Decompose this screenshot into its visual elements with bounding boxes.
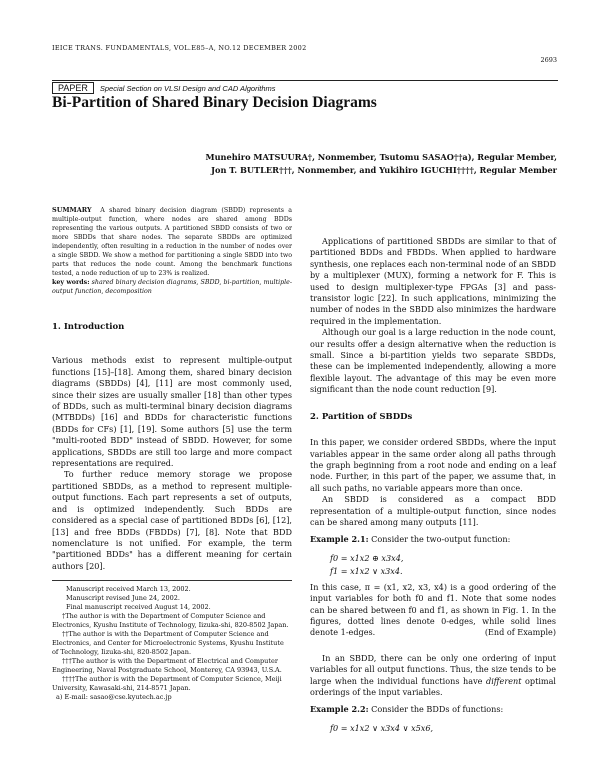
end-of-example: (End of Example) — [484, 627, 556, 638]
equation-f1: f1 = x1x2 ∨ x3x4. — [330, 565, 403, 576]
special-section-label: Special Section on VLSI Design and CAD Algorithms — [99, 84, 276, 93]
author-line-2: Jon T. BUTLER†††, Nonmember, and Yukihiro IGUCHI††††, Regular Member — [211, 165, 557, 175]
intro-paragraph-1: Various methods exist to represent multiple-output functions [15]–[18]. Among them, shared binary decision diagrams (SBDDs) [4], [11] are most commonly used, since their sizes are usually smaller [18] than other types of BDDs, such as multi-terminal binary decision diagrams (MTBDDs) [16] and BDDs for characteristic functions (BDDs for CFs) [1], [19]. Some authors [5] use the term "multi-rooted BDD" instead of SBDD. However, for some applications, SBDDs are still too large and more compact representations are required. — [52, 355, 292, 469]
abstract-text: A shared binary decision diagram (SBDD) represents a multiple-output function, where nodes are shared among BDDs representing the various outputs. A partitioned SBDD consists of two or more SBDDs that share nodes. The separate SBDDs are optimized independently, often resulting in a reduction in the number of nodes over a single SBDD. We show a method for partitioning a single SBDD into two parts that reduces the node count. Among the benchmark functions tested, a node reduction of up to 23% is realized. — [52, 207, 292, 277]
example-2-1-intro: Consider the two-output function: — [371, 534, 511, 545]
paper-title: Bi-Partition of Shared Binary Decision Diagrams — [52, 94, 377, 111]
partition-heading: 2. Partition of SBDDs — [310, 411, 413, 422]
example-2-2-label: Example 2.2: — [310, 704, 369, 715]
example-2-2-intro: Consider the BDDs of functions: — [371, 704, 504, 715]
intro-heading: 1. Introduction — [52, 322, 125, 332]
equation-f0: f0 = x1x2 ⊕ x3x4, — [330, 552, 404, 563]
received-date: Manuscript received March 13, 2002. — [66, 585, 191, 594]
abstract — [52, 206, 292, 296]
footnotes — [52, 585, 292, 702]
page-number: 2693 — [540, 56, 557, 64]
partition-paragraph-1: In this paper, we consider ordered SBDDs, where the input variables appear in the same order along all paths through the graph beginning from a root node and ending on a leaf node. Further, in this part of the paper, we assume that, in all such paths, no variable appears more than once. — [310, 437, 556, 493]
paper-label: PAPER — [52, 82, 94, 94]
paragraph-3-emphasis: different — [486, 675, 522, 686]
partition-paragraph-2: An SBDD is considered as a compact BDD representation of a multiple-output function, since nodes can be shared among many outputs [11]. — [310, 494, 556, 527]
revised-date: Manuscript revised June 24, 2002. — [66, 594, 180, 603]
partition-paragraph-3 — [310, 653, 556, 699]
abstract-label: SUMMARY — [52, 206, 92, 214]
paragraph-3-text-b: optimal orderings of the input variables. — [310, 675, 557, 697]
intro-paragraph-2: To further reduce memory storage we propose partitioned SBDDs, as a method to represent multiple-output functions. Each part represents a set of outputs, and is optimized independently. Such BDDs are considered as a special case of partitioned BDDs [6], [12], [13] and free BDDs (FBDDs) [7], [8]. Note that BDD nomenclature is not unified. For example, the term "partitioned BDDs" has a different meaning for certain authors [20]. — [52, 469, 292, 571]
footnote-affiliation-4: ††††The author is with the Department of Computer Science, Meiji University, Kawasaki-shi, 214-8571 Japan. — [52, 675, 282, 693]
author-email: a) E-mail: sasao@cse.kyutech.ac.jp — [56, 693, 172, 702]
final-date: Final manuscript received August 14, 2002. — [66, 603, 211, 612]
keywords: shared binary decision diagrams, SBDD, bi-partition, multiple-output function, decomposition — [52, 279, 292, 295]
example-2-1-body — [310, 582, 556, 639]
right-column — [310, 236, 556, 735]
footnote-affiliation-1: †The author is with the Department of Computer Science and Electronics, Kyushu Institute of Technology, Iizuka-shi, 820-8502 Japan. — [52, 612, 289, 630]
example-2-2-equation: f0 = x1x2 ∨ x3x4 ∨ x5x6, — [330, 722, 434, 733]
example-2-1-label: Example 2.1: — [310, 534, 369, 545]
paragraph-3-text-a: In an SBDD, there can be only one ordering of input variables for all output functions. Thus, the size tends to be large when the individual functions have — [310, 652, 556, 686]
goal-paragraph: Although our goal is a large reduction in the node count, our results offer a design alternative when the reduction is small. Since a bi-partition yields two separate SBDDs, these can be implemented independently, allowing a more flexible layout. The advantage of this may be even more significant than the node count reduction [9]. — [310, 327, 556, 395]
example-2-1-text: In this case, π = (x1, x2, x3, x4) is a good ordering of the input variables for both f0 and f1. Note that some nodes can be shared between f0 and f1, as shown in Fig. 1. In the figures, dotted lines denote 0-edges, while solid lines denote 1-edges. — [310, 581, 556, 638]
header-rule — [52, 80, 558, 81]
paper-tag — [52, 83, 276, 93]
example-2-2 — [310, 704, 556, 715]
keywords-label: key words: — [52, 279, 90, 286]
footnote-affiliation-3: †††The author is with the Department of Electrical and Computer Engineering, Naval Postgraduate School, Monterey, CA 93943, U.S.A. — [52, 657, 282, 675]
example-2-1-equations — [330, 552, 556, 578]
footnote-rule — [52, 580, 292, 581]
example-2-1 — [310, 534, 556, 545]
left-column — [52, 206, 292, 702]
running-header: IEICE TRANS. FUNDAMENTALS, VOL.E85–A, NO.12 DECEMBER 2002 — [52, 44, 307, 52]
author-line-1: Munehiro MATSUURA†, Nonmember, Tsutomu SASAO††a), Regular Member, — [205, 152, 557, 162]
author-list — [206, 151, 557, 177]
footnote-affiliation-2: ††The author is with the Department of Computer Science and Electronics, and Center for Microelectronic Systems, Kyushu Institute of Technology, Iizuka-shi, 820-8502 Japan. — [52, 630, 284, 657]
applications-paragraph: Applications of partitioned SBDDs are similar to that of partitioned BDDs and FBDDs. When applied to hardware synthesis, one replaces each non-terminal node of an SBDD by a multiplexer (MUX), forming a network for F. This is used to design multiplexer-type FPGAs [3] and pass-transistor logic [22]. In such applications, minimizing the number of nodes in the SBDD also minimizes the hardware required in the implementation. — [310, 236, 556, 326]
